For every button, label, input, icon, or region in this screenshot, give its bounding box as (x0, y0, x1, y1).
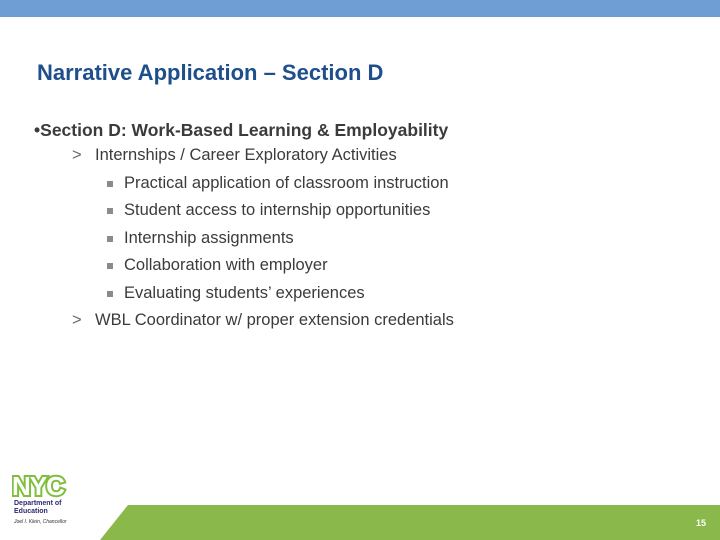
slide-body (34, 120, 694, 339)
nyc-logo-mark (12, 472, 84, 498)
logo-tagline: Joel I. Klein, Chancellor (14, 519, 67, 525)
top-accent-bar (0, 0, 720, 17)
list-item (34, 311, 694, 339)
list-item-text: Internships / Career Exploratory Activities (95, 146, 397, 164)
chevron-marker: > (72, 146, 82, 164)
logo-education-line: Education (14, 508, 48, 515)
logo-department-line: Department of (14, 500, 62, 507)
square-bullet-icon (107, 291, 113, 297)
page-number: 15 (695, 518, 706, 528)
nyc-logo-text: NYC (12, 472, 64, 498)
sub-list-item (34, 174, 694, 202)
slide-title: Narrative Application – Section D (37, 60, 384, 85)
square-bullet-icon (107, 236, 113, 242)
square-bullet-icon (107, 208, 113, 214)
sub-list-item (34, 201, 694, 229)
list-item-text: WBL Coordinator w/ proper extension credentials (95, 311, 454, 329)
section-heading (34, 120, 694, 146)
list-item (34, 146, 694, 174)
square-bullet-icon (107, 181, 113, 187)
sub-list-item-text: Evaluating students’ experiences (124, 283, 365, 302)
sub-list-item-text: Internship assignments (124, 228, 294, 247)
sub-list-item (34, 284, 694, 312)
sub-list-item (34, 229, 694, 257)
sub-list-item-text: Practical application of classroom instruction (124, 173, 449, 192)
square-bullet-icon (107, 263, 113, 269)
sub-list-item-text: Collaboration with employer (124, 256, 328, 274)
section-heading-text: Section D: Work-Based Learning & Employability (40, 120, 449, 140)
footer-green-shape (100, 505, 720, 540)
footer-band (0, 505, 720, 540)
bullet-marker: • (34, 120, 41, 140)
sub-list-item (34, 256, 694, 284)
chevron-marker: > (72, 311, 82, 329)
sub-list-item-text: Student access to internship opportunities (124, 201, 431, 219)
